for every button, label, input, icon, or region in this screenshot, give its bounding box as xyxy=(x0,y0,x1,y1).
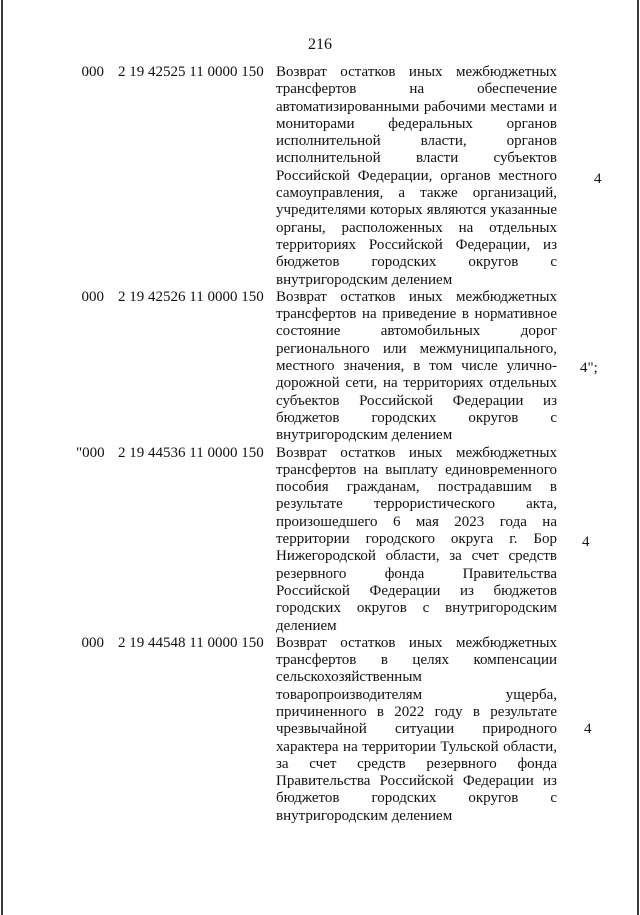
row-description-text: Возврат остатков иных межбюджетных трансфертов в целях компенсации сельскохозяйственным товаропроизводителям ущерба, причиненного в 2022 году в результате чрезвычайной ситуации природного характера на территории Тульской области, за счет средств резервного фонда Правительства Российской Федерации из бюджетов городских округов с xyxy=(276,634,557,807)
row-description xyxy=(276,64,557,289)
row-value: 4 xyxy=(594,171,602,187)
row-prefix: 000 xyxy=(81,64,104,80)
row-code: 2 19 44548 11 0000 150 xyxy=(118,634,264,651)
page-number: 216 xyxy=(308,36,332,53)
row-code: 2 19 42526 11 0000 150 xyxy=(118,288,264,305)
table-row xyxy=(0,289,640,445)
row-prefix: "000 xyxy=(76,444,105,461)
row-description-last-line: делением xyxy=(276,617,337,634)
row-description-last-line: внутригородским делением xyxy=(276,427,453,444)
row-prefix: 000 xyxy=(81,634,104,651)
budget-code-table xyxy=(0,64,640,825)
row-prefix: 000 xyxy=(81,288,104,305)
row-description xyxy=(276,445,557,635)
table-row xyxy=(0,635,640,825)
row-value: 4 xyxy=(582,533,590,550)
row-description-text: Возврат остатков иных межбюджетных трансфертов на выплату единовременного пособия гражданам, пострадавшим в результате террористического акта, произошедшего 6 мая 2023 года на территории городского округа г. Бор Нижегородской области, за счет средств резервного фонда Правительства Российской Федерации из бюджетов городских округов с внутригородским xyxy=(276,444,557,617)
row-code: 2 19 44536 11 0000 150 xyxy=(118,444,264,461)
table-row xyxy=(0,64,640,289)
row-description-last-line: внутригородским делением xyxy=(276,807,453,824)
row-value: 4 xyxy=(584,720,592,737)
row-value: 4"; xyxy=(580,359,598,376)
row-description-text: Возврат остатков иных межбюджетных трансфертов на приведение в нормативное состояние автомобильных дорог регионального или межмуниципального, местного значения, в том числе улично-дорожной сети, на территориях отдельных субъектов Российской Федерации из бюджетов городских округов с xyxy=(276,288,557,426)
row-description-last-line: внутригородским делением xyxy=(276,271,453,288)
row-description xyxy=(276,289,557,445)
row-description xyxy=(276,635,557,825)
row-description-text: Возврат остатков иных межбюджетных трансфертов на обеспечение автоматизированными рабочими местами и мониторами федеральных органов исполнительной власти, органов исполнительной власти субъектов Российской Федерации, органов местного самоуправления, а также организаций, учредителями которых являются указанные органы, расположенных на отдельных территориях Российской Федерации, из бюджетов городских округов с xyxy=(276,64,557,271)
table-row xyxy=(0,445,640,635)
row-code: 2 19 42525 11 0000 150 xyxy=(118,64,264,80)
